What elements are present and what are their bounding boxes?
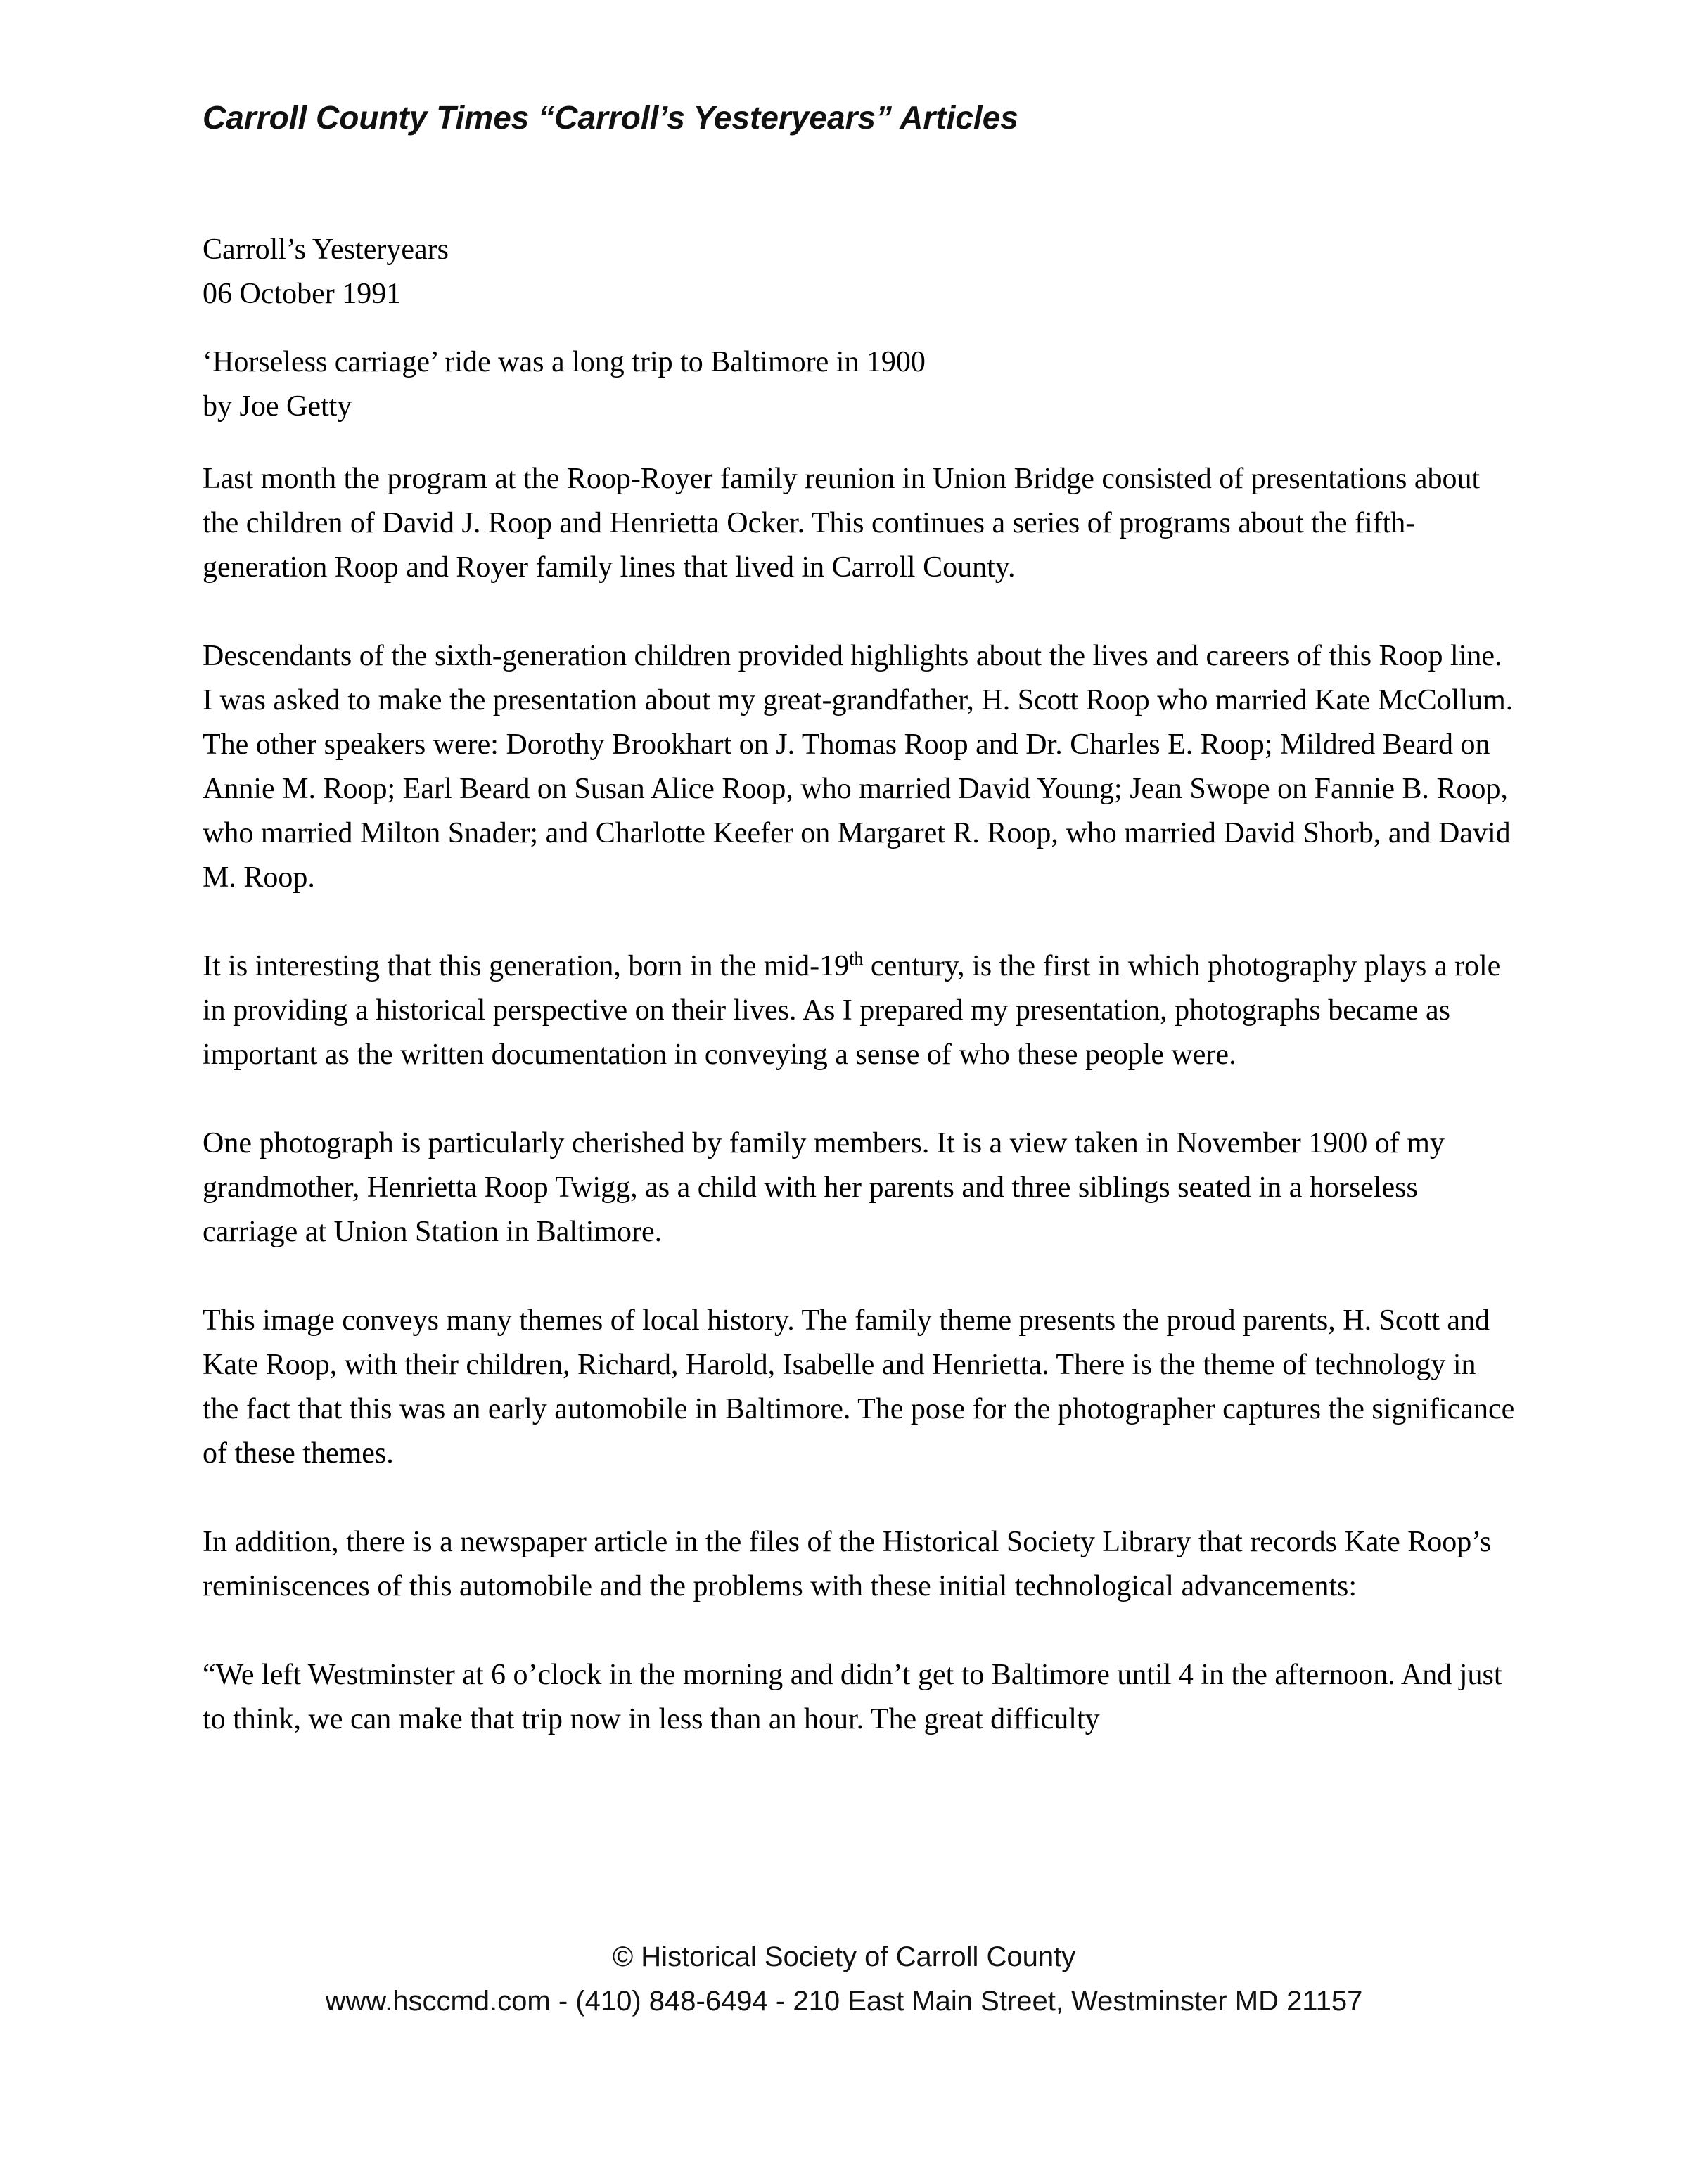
paragraph-3-superscript: th	[849, 949, 864, 969]
footer-contact: www.hsccmd.com - (410) 848-6494 - 210 East Main Street, Westminster MD 21157	[325, 1986, 1363, 2017]
paragraph-3-text-after: century, is the first in which photography plays a role in providing a historical perspective on their lives. As I prepared my presentation, photographs became as important as the written documentation in conveying a sense of who these people were.	[203, 950, 1501, 1071]
article-title-block	[203, 340, 1516, 429]
paragraph-7: “We left Westminster at 6 o’clock in the morning and didn’t get to Baltimore until 4 in the afternoon. And just to think, we can make that trip now in less than an hour. The great difficulty	[203, 1659, 1502, 1735]
paragraph-1: Last month the program at the Roop-Royer family reunion in Union Bridge consisted of presentations about the children of David J. Roop and Henrietta Ocker. This continues a series of programs about the fifth-generation Roop and Royer family lines that lived in Carroll County.	[203, 463, 1481, 584]
paragraph-5: This image conveys many themes of local history. The family theme presents the proud parents, H. Scott and Kate Roop, with their children, Richard, Harold, Isabelle and Henrietta. There is the theme of technology in the fact that this was an early automobile in Baltimore. The pose for the photographer captures the significance of these themes.	[203, 1304, 1515, 1470]
article-body	[203, 228, 1516, 1742]
paragraph-3	[203, 944, 1516, 1077]
paragraph-6: In addition, there is a newspaper article in the files of the Historical Society Library that records Kate Roop’s reminiscences of this automobile and the problems with these initial technological advancements:	[203, 1526, 1492, 1602]
paragraph-3-text-before: It is interesting that this generation, born in the mid-19	[203, 950, 850, 982]
paragraph-2: Descendants of the sixth-generation children provided highlights about the lives and careers of this Roop line. I was asked to make the presentation about my great-grandfather, H. Scott Roop who married Kate McCollum. The other speakers were: Dorothy Brookhart on J. Thomas Roop and Dr. Charles E. Roop; Mildred Beard on Annie M. Roop; Earl Beard on Susan Alice Roop, who married David Young; Jean Swope on Fannie B. Roop, who married Milton Snader; and Charlotte Keefer on Margaret R. Roop, who married David Shorb, and David M. Roop.	[203, 640, 1514, 894]
footer-copyright: © Historical Society of Carroll County	[612, 1941, 1076, 1972]
column-name: Carroll’s Yesteryears	[203, 233, 449, 266]
page-footer	[0, 1935, 1688, 2024]
article-meta	[203, 228, 1516, 316]
article-headline: ‘Horseless carriage’ ride was a long trip to Baltimore in 1900	[203, 346, 926, 378]
document-header-title: Carroll County Times “Carroll’s Yesteryears” Articles	[203, 99, 1018, 136]
article-byline: by Joe Getty	[203, 390, 352, 423]
article-date: 06 October 1991	[203, 278, 402, 310]
paragraph-4: One photograph is particularly cherished by family members. It is a view taken in November 1900 of my grandmother, Henrietta Roop Twigg, as a child with her parents and three siblings seated in a horseless carriage at Union Station in Baltimore.	[203, 1127, 1445, 1248]
